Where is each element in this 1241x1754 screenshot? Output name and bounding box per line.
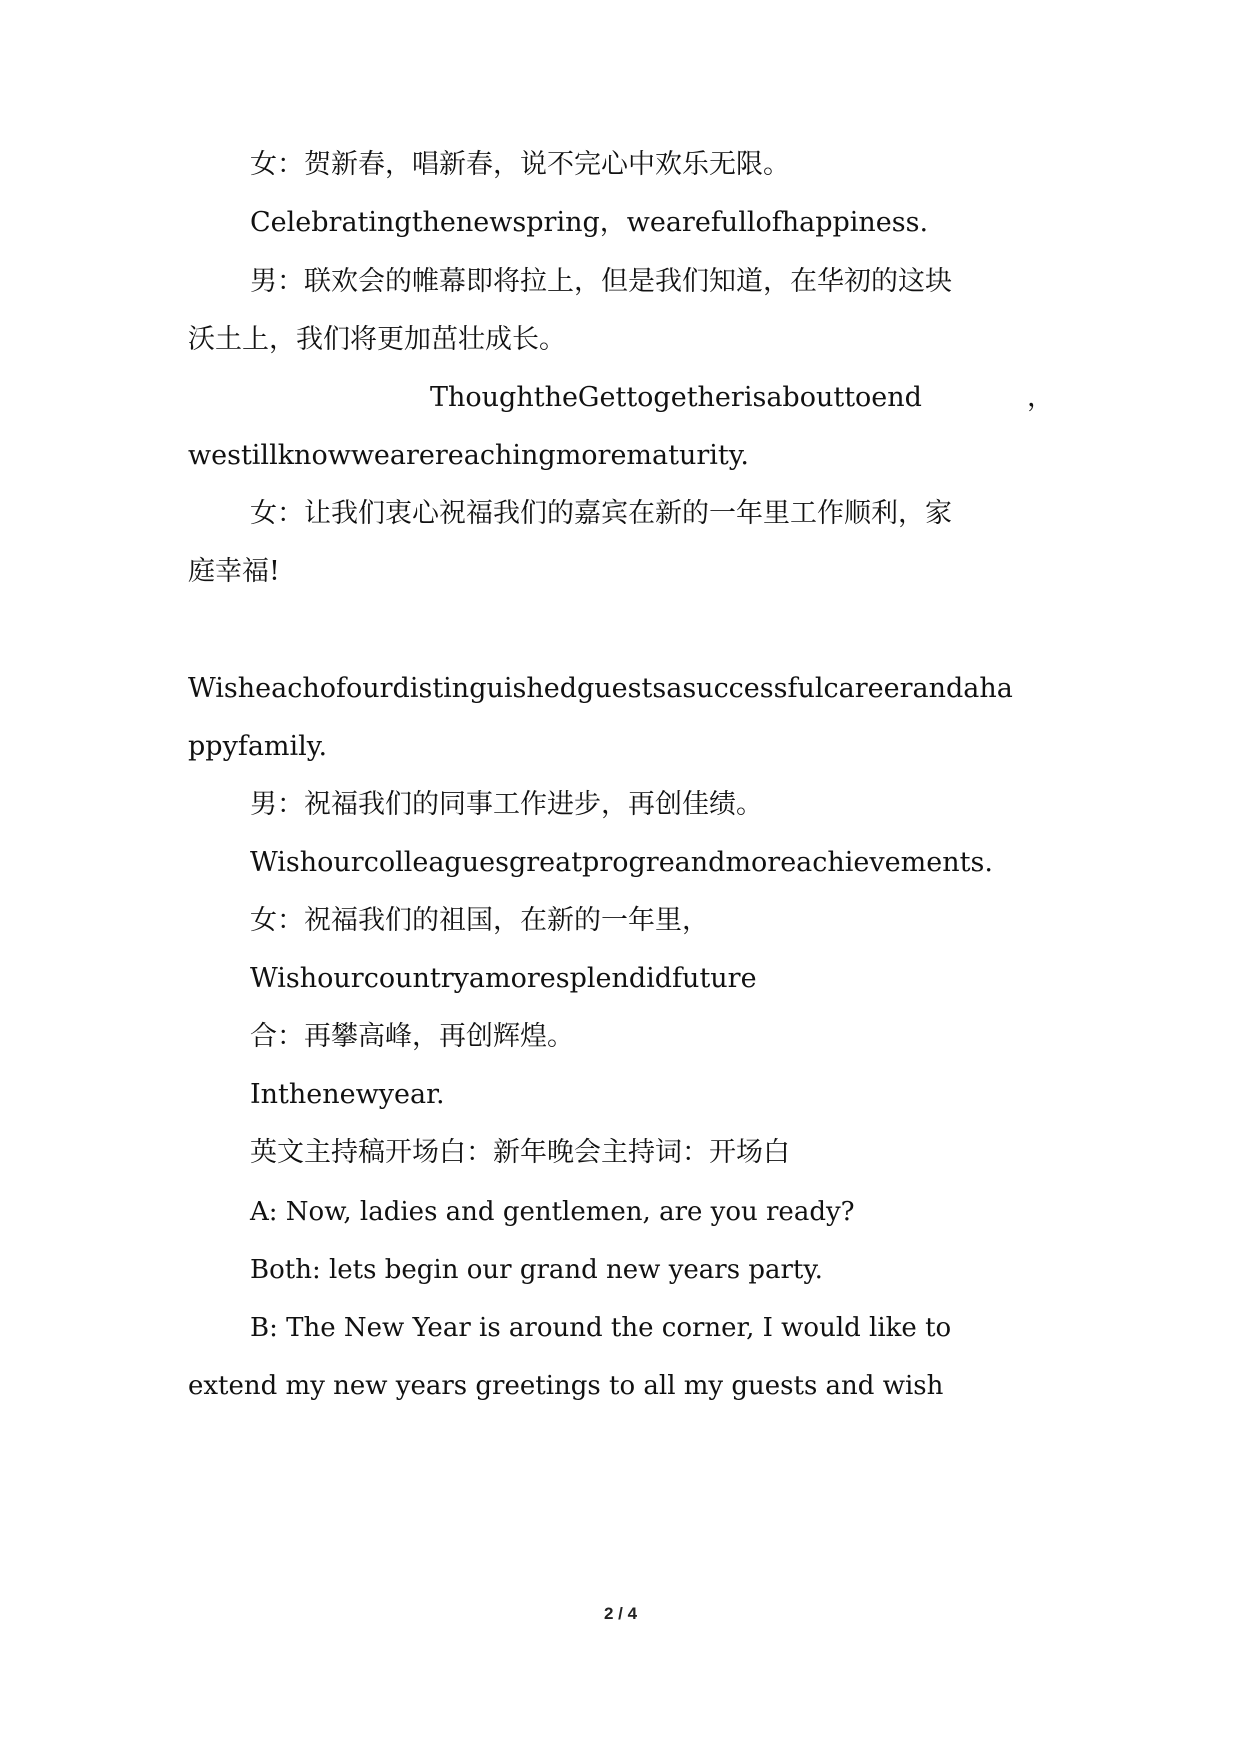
- paragraph-line: 女：让我们衷心祝福我们的嘉宾在新的一年里工作顺利，家: [250, 498, 952, 529]
- paragraph-text: ThoughtheGettogetherisabouttoend: [430, 382, 922, 413]
- paragraph-line: B: The New Year is around the corner, I would like to: [250, 1313, 952, 1343]
- paragraph-line: Wisheachofourdistinguishedguestsasuccessfulcareerandaha: [188, 673, 1013, 704]
- paragraph-line: 合：再攀高峰，再创辉煌。: [250, 1021, 574, 1052]
- page-number: 2 / 4: [603, 1604, 638, 1623]
- paragraph-line: 女：祝福我们的祖国，在新的一年里，: [250, 905, 709, 936]
- paragraph-line: extend my new years greetings to all my guests and wish: [188, 1371, 944, 1401]
- paragraph-line: Both: lets begin our grand new years party.: [250, 1255, 823, 1285]
- paragraph-line: 沃土上，我们将更加茁壮成长。: [188, 324, 566, 355]
- paragraph-line: Inthenewyear.: [250, 1079, 445, 1110]
- paragraph-line: 英文主持稿开场白：新年晚会主持词：开场白: [250, 1137, 790, 1168]
- paragraph-line: ppyfamily.: [188, 731, 328, 762]
- paragraph-line-justified: [430, 381, 1054, 415]
- paragraph-line: Wishourcountryamoresplendidfuture: [250, 963, 757, 994]
- paragraph-punctuation: ，: [1027, 382, 1054, 413]
- paragraph-line: 男：祝福我们的同事工作进步，再创佳绩。: [250, 789, 763, 820]
- paragraph-line: Celebratingthenewspring，wearefullofhappiness.: [250, 207, 929, 238]
- paragraph-line: 女：贺新春，唱新春，说不完心中欢乐无限。: [250, 149, 790, 180]
- paragraph-line: A: Now, ladies and gentlemen, are you ready?: [250, 1197, 855, 1227]
- paragraph-line: 男：联欢会的帷幕即将拉上，但是我们知道，在华初的这块: [250, 266, 952, 297]
- paragraph-line: Wishourcolleaguesgreatprogreandmoreachievements.: [250, 847, 993, 878]
- paragraph-line: westillknowwearereachingmorematurity.: [188, 440, 750, 471]
- paragraph-line: 庭幸福!: [188, 556, 280, 587]
